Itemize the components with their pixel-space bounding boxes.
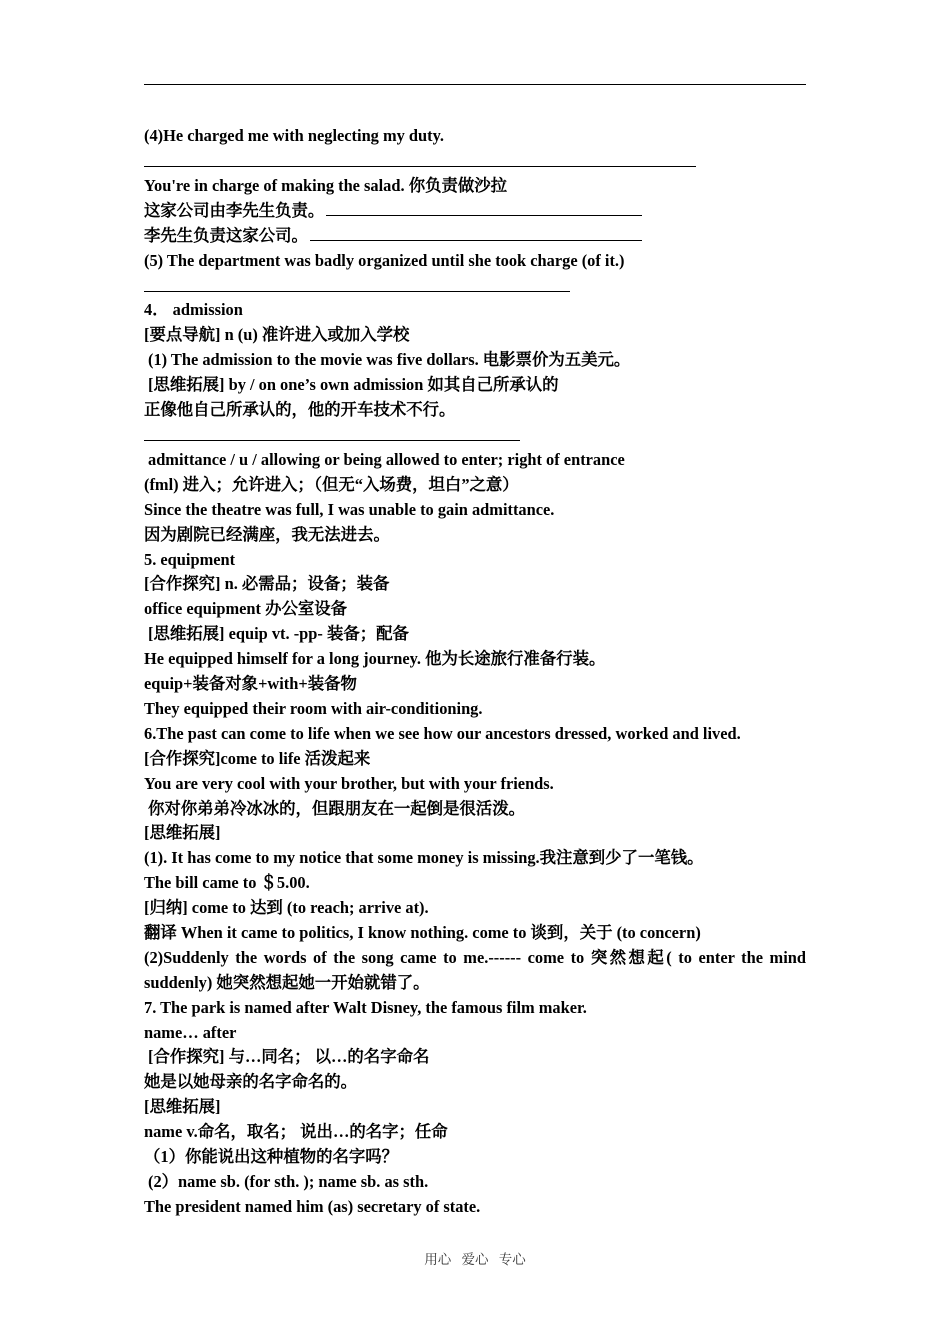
text-line: [思维拓展] equip vt. -pp- 装备；配备 <box>148 624 409 643</box>
text-line: You are very cool with your brother, but with your friends. <box>144 774 554 793</box>
text-line: 她是以她母亲的名字命名的。 <box>144 1072 358 1091</box>
text-line: They equipped their room with air-conditioning. <box>144 699 483 718</box>
text-line: [思维拓展] by / on one’s own admission 如其自己所承认的 <box>148 375 559 394</box>
text-line: (fml) 进入；允许进入；（但无“入场费，坦白”之意） <box>144 475 519 494</box>
text-line: 6.The past can come to life when we see how our ancestors dressed, worked and lived. <box>144 724 741 743</box>
text-line: equip+装备对象+with+装备物 <box>144 674 357 693</box>
text-line: office equipment 办公室设备 <box>144 599 348 618</box>
text-line: 因为剧院已经满座，我无法进去。 <box>144 525 390 544</box>
answer-blank <box>326 201 642 216</box>
text-line: 这家公司由李先生负责。 <box>144 201 642 221</box>
text-line: 翻译 When it came to politics, I know nothing. come to 谈到，关于 (to concern) <box>144 923 701 942</box>
text-line: [要点导航] n (u) 准许进入或加入学校 <box>144 325 410 344</box>
text-line: The bill came to ＄5.00. <box>144 873 310 892</box>
text-line: You're in charge of making the salad. 你负责做沙拉 <box>144 176 508 195</box>
text-line: [合作探究] 与…同名； 以…的名字命名 <box>148 1047 430 1066</box>
text-line: [思维拓展] <box>144 1097 221 1116</box>
text-line: name… after <box>144 1023 237 1042</box>
text-line: （1）你能说出这种植物的名字吗？ <box>144 1147 399 1166</box>
text-line: [合作探究] n. 必需品；设备；装备 <box>144 574 390 593</box>
text-line: (1) The admission to the movie was five dollars. 电影票价为五美元。 <box>148 350 631 369</box>
answer-line <box>144 291 570 292</box>
text-line: 4． admission <box>144 300 243 319</box>
text-line: (2）name sb. (for sth. ); name sb. as sth. <box>148 1172 429 1191</box>
answer-blank <box>310 226 642 241</box>
text-line: admittance / u / allowing or being allowed to enter; right of entrance <box>148 450 625 469</box>
text-line: (5) The department was badly organized until she took charge (of it.) <box>144 251 625 270</box>
answer-line <box>144 440 520 441</box>
text-line: 你对你弟弟冷冰冰的，但跟朋友在一起倒是很活泼。 <box>148 799 525 818</box>
text-line: Since the theatre was full, I was unable to gain admittance. <box>144 500 555 519</box>
text-line: [合作探究]come to life 活泼起来 <box>144 749 371 768</box>
text-line: (1). It has come to my notice that some money is missing.我注意到少了一笔钱。 <box>144 848 704 867</box>
text-line: 5. equipment <box>144 550 236 569</box>
answer-line <box>144 84 806 85</box>
text-line: suddenly) 她突然想起她一开始就错了。 <box>144 973 430 992</box>
page-footer: 用心 爱心 专心 <box>424 1252 526 1268</box>
text-line: [思维拓展] <box>144 823 221 842</box>
text-line: name v.命名，取名； 说出…的名字；任命 <box>144 1122 448 1141</box>
text-line: 正像他自己所承认的，他的开车技术不行。 <box>144 400 456 419</box>
text-line: (2)Suddenly the words of the song came to me.------ come to 突然想起( to enter the mind <box>144 948 806 967</box>
text-line: The president named him (as) secretary of state. <box>144 1197 481 1216</box>
text-line: 李先生负责这家公司。 <box>144 226 642 246</box>
text-line: [归纳] come to 达到 (to reach; arrive at). <box>144 898 429 917</box>
text-line: 7. The park is named after Walt Disney, the famous film maker. <box>144 998 587 1017</box>
text-line: (4)He charged me with neglecting my duty. <box>144 126 445 145</box>
text-line: He equipped himself for a long journey. 他为长途旅行准备行装。 <box>144 649 606 668</box>
answer-line <box>144 166 696 167</box>
